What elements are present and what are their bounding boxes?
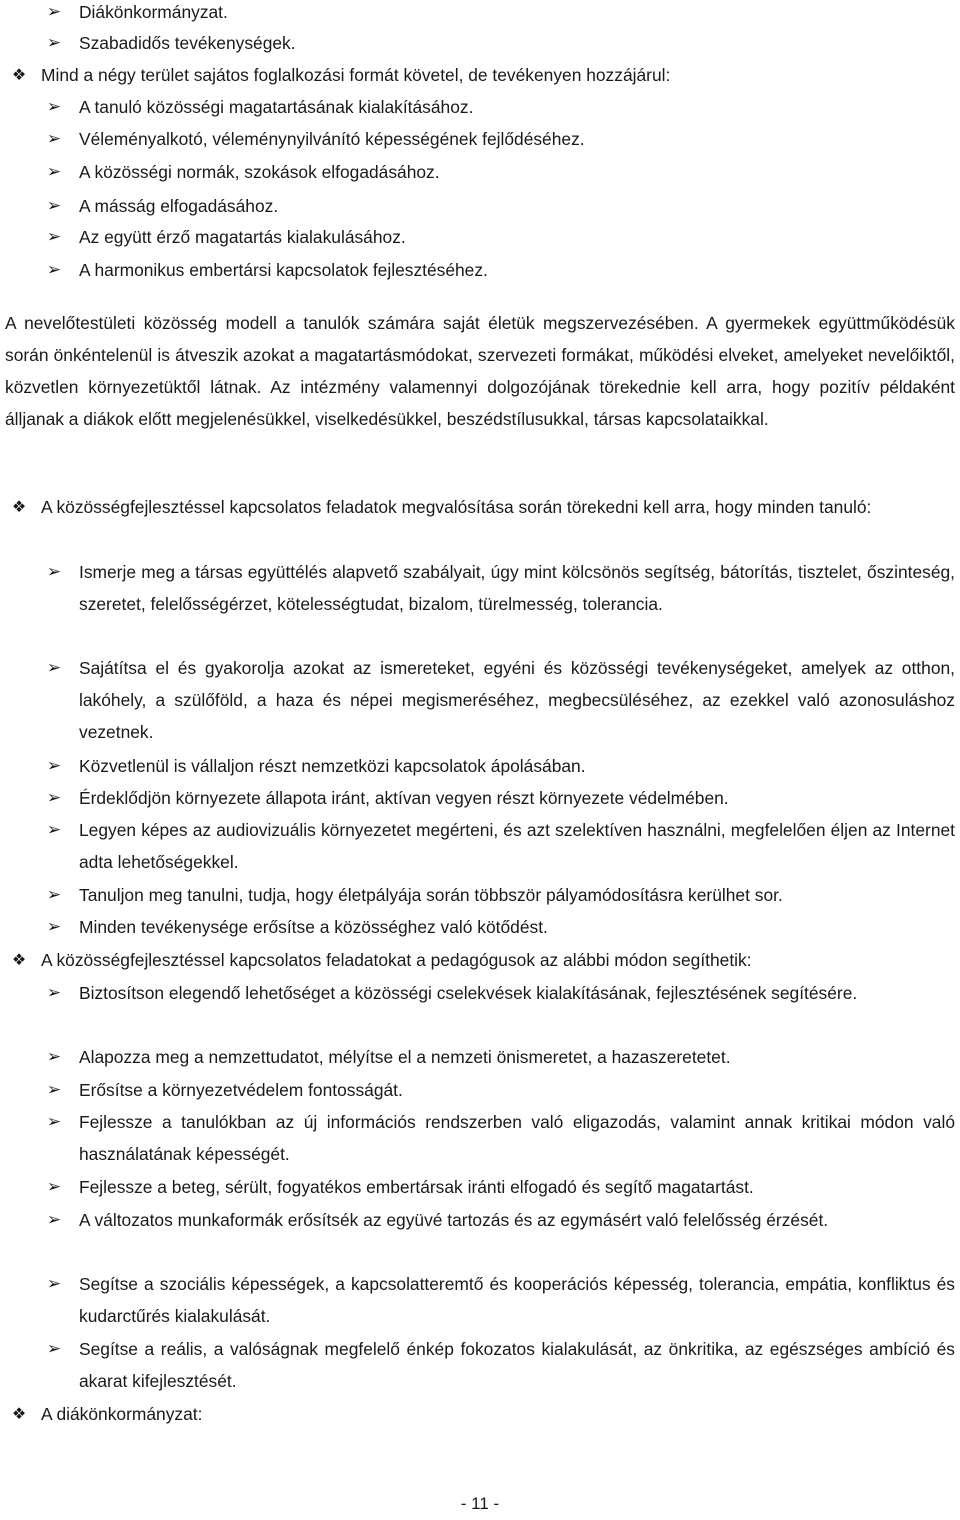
arrowhead-bullet-icon: ➢ [46, 820, 62, 840]
arrowhead-bullet-icon: ➢ [46, 1047, 62, 1067]
arrowhead-bullet-icon: ➢ [46, 97, 62, 117]
section-heading: ❖ A közösségfejlesztéssel kapcsolatos feladatokat a pedagógusok az alábbi módon segíthetik: [0, 944, 960, 976]
arrowhead-bullet-icon: ➢ [46, 1339, 62, 1359]
list-item: ➢ A tanuló közösségi magatartásának kialakításához. [0, 91, 960, 123]
list-item: ❖ Mind a négy terület sajátos foglalkozási formát követel, de tevékenyen hozzájárul: [0, 59, 960, 91]
list-item: ➢ A változatos munkaformák erősítsék az együvé tartozás és az egymásért való felelősség érzését. [0, 1204, 960, 1268]
list-item: ➢ A közösségi normák, szokások elfogadásához. [0, 156, 960, 188]
list-item: ➢ Sajátítsa el és gyakorolja azokat az ismereteket, egyéni és közösségi tevékenységeket, amelyek az otthon, lakóhely, a szülőföld, a haza és népei megismeréséhez, megbecsüléséhez, az ezekkel való azonosuláshoz vezetnek. [0, 652, 960, 748]
arrowhead-bullet-icon: ➢ [46, 129, 62, 149]
list-item: ➢ Az együtt érző magatartás kialakulásához. [0, 221, 960, 253]
arrowhead-bullet-icon: ➢ [46, 562, 62, 582]
list-item: ➢ A másság elfogadásához. [0, 190, 960, 222]
arrowhead-bullet-icon: ➢ [46, 1112, 62, 1132]
arrowhead-bullet-icon: ➢ [46, 885, 62, 905]
arrowhead-bullet-icon: ➢ [46, 260, 62, 280]
list-item: ➢ Fejlessze a beteg, sérült, fogyatékos embertársak iránti elfogadó és segítő magatartást. [0, 1171, 960, 1203]
list-item: ➢ Érdeklődjön környezete állapota iránt, aktívan vegyen részt környezete védelmében. [0, 782, 960, 814]
arrowhead-bullet-icon: ➢ [46, 756, 62, 776]
arrowhead-bullet-icon: ➢ [46, 227, 62, 247]
list-item: ➢ Segítse a szociális képességek, a kapcsolatteremtő és kooperációs képesség, tolerancia, empátia, konfliktus és kudarctűrés kialakulását. [0, 1268, 960, 1332]
list-item: ➢ Ismerje meg a társas együttélés alapvető szabályait, úgy mint kölcsönös segítség, bátorítás, tisztelet, őszinteség, szeretet, felelősségérzet, kötelességtudat, bizalom, türelmesség, tolerancia. [0, 556, 960, 652]
list-item: ➢ A harmonikus embertársi kapcsolatok fejlesztéséhez. [0, 254, 960, 286]
four-diamond-bullet-icon: ❖ [11, 1404, 27, 1423]
arrowhead-bullet-icon: ➢ [46, 658, 62, 678]
arrowhead-bullet-icon: ➢ [46, 917, 62, 937]
list-item: ➢ Biztosítson elegendő lehetőséget a közösségi cselekvések kialakításának, fejlesztésének segítésére. [0, 977, 960, 1041]
page-number: - 11 - [460, 1494, 500, 1513]
arrowhead-bullet-icon: ➢ [46, 788, 62, 808]
arrowhead-bullet-icon: ➢ [46, 1080, 62, 1100]
list-item: ➢ Minden tevékenysége erősítse a közösséghez való kötődést. [0, 911, 960, 943]
arrowhead-bullet-icon: ➢ [46, 33, 62, 53]
arrowhead-bullet-icon: ➢ [46, 196, 62, 216]
list-item: ➢ Erősítse a környezetvédelem fontosságát. [0, 1074, 960, 1106]
list-item: ➢ Alapozza meg a nemzettudatot, mélyítse el a nemzeti önismeretet, a hazaszeretetet. [0, 1041, 960, 1073]
section-heading: ❖ A diákönkormányzat: [0, 1398, 960, 1430]
section-heading: ❖ A közösségfejlesztéssel kapcsolatos feladatok megvalósítása során törekedni kell arra, hogy minden tanuló: [0, 491, 960, 555]
body-paragraph: A nevelőtestületi közösség modell a tanulók számára saját életük megszervezésében. A gyermekek együttműködésük során önkéntelenül is átveszik azokat a magatartásmódokat, szervezeti formákat, működési elveket, amelyeket nevelőiktől, közvetlen környezetüktől látnak. Az intézmény valamennyi dolgozójának törekednie kell arra, hogy pozitív példaként álljanak a diákok előtt megjelenésükkel, viselkedésükkel, beszédstílusukkal, társas kapcsolataikkal. [5, 313, 955, 429]
arrowhead-bullet-icon: ➢ [46, 983, 62, 1003]
arrowhead-bullet-icon: ➢ [46, 1274, 62, 1294]
list-item: ➢ Véleményalkotó, véleménynyilvánító képességének fejlődéséhez. [0, 123, 960, 155]
arrowhead-bullet-icon: ➢ [46, 1210, 62, 1230]
list-item: ➢ Közvetlenül is vállaljon részt nemzetközi kapcsolatok ápolásában. [0, 750, 960, 782]
four-diamond-bullet-icon: ❖ [11, 950, 27, 969]
list-item: ➢ Szabadidős tevékenységek. [0, 27, 960, 59]
list-item: ➢ Diákönkormányzat. [0, 0, 960, 28]
list-item: ➢ Tanuljon meg tanulni, tudja, hogy életpályája során többször pályamódosításra kerülhet sor. [0, 879, 960, 911]
arrowhead-bullet-icon: ➢ [46, 2, 62, 22]
four-diamond-bullet-icon: ❖ [11, 65, 27, 84]
list-item: ➢ Segítse a reális, a valóságnak megfelelő énkép fokozatos kialakulását, az önkritika, az egészséges ambíció és akarat kifejlesztését. [0, 1333, 960, 1397]
four-diamond-bullet-icon: ❖ [11, 497, 27, 516]
arrowhead-bullet-icon: ➢ [46, 162, 62, 182]
list-item: ➢ Legyen képes az audiovizuális környezetet megérteni, és azt szelektíven használni, megfelelően éljen az Internet adta lehetőségekkel. [0, 814, 960, 878]
list-item: ➢ Fejlessze a tanulókban az új információs rendszerben való eligazodás, valamint annak kritikai módon való használatának képességét. [0, 1106, 960, 1170]
arrowhead-bullet-icon: ➢ [46, 1177, 62, 1197]
